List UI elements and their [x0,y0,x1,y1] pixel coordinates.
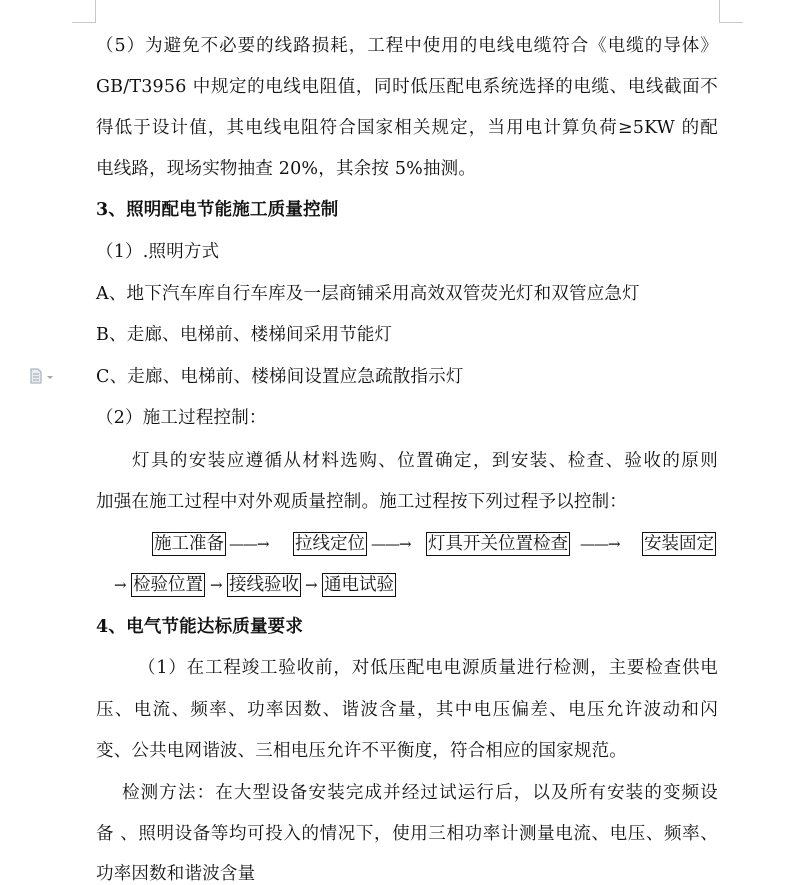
paragraph-5-line-2: GB/T3956 中规定的电线电阻值，同时低压配电系统选择的电缆、电线截面不 [96,77,718,97]
flow-arrow-5: → [210,576,222,594]
crop-mark-top-right-vertical [719,0,720,22]
flow-step-installation-fixing: 安装固定 [644,534,714,554]
document-paragraph-icon[interactable] [30,368,56,384]
process-paragraph-line-2: 加强在施工过程中对外观质量控制。施工过程按下列过程予以控制： [96,492,627,512]
method-paragraph-line-1: 检测方法：在大型设备安装完成并经过试运行后，以及所有安装的变频设 [122,783,718,803]
requirement-paragraph-line-2: 压、电流、频率、功率因数、谐波含量，其中电压偏差、电压允许波动和闪 [96,700,718,720]
list-item-b: B、走廊、电梯前、楼梯间采用节能灯 [96,325,393,345]
list-item-c: C、走廊、电梯前、楼梯间设置应急疏散指示灯 [96,367,464,387]
flow-step-preparation: 施工准备 [154,534,224,554]
paragraph-5-line-1: （5）为避免不必要的线路损耗，工程中使用的电线电缆符合《电缆的导体》 [96,36,718,56]
flow-arrow-6: → [305,576,317,594]
requirement-paragraph-line-3: 变、公共电网谐波、三相电压允许不平衡度，符合相应的国家规范。 [96,741,627,761]
flow-step-line-positioning: 拉线定位 [295,534,365,554]
flow-step-inspect-position: 检验位置 [133,575,203,595]
subsection-1-title: （1）.照明方式 [96,242,220,262]
crop-mark-top-left-horizontal [72,22,96,23]
flow-step-switch-position-check: 灯具开关位置检查 [428,534,568,554]
paragraph-5-line-4: 电线路，现场实物抽查 20%，其余按 5%抽测。 [96,159,477,179]
crop-mark-top-left-vertical [95,0,96,22]
list-item-a: A、地下汽车库自行车库及一层商铺采用高效双管荧光灯和双管应急灯 [96,284,640,304]
flow-arrow-3: ——→ [580,535,620,553]
flow-step-wiring-acceptance: 接线验收 [229,575,299,595]
requirement-paragraph-line-1: （1）在工程竣工验收前，对低压配电电源质量进行检测，主要检查供电 [138,658,718,678]
section-heading-3: 3、照明配电节能施工质量控制 [96,200,339,220]
paragraph-5-line-3: 得低于设计值，其电线电阻符合国家相关规定，当用电计算负荷≥5KW 的配 [96,118,718,138]
flow-step-power-on-test: 通电试验 [324,575,394,595]
process-paragraph-line-1: 灯具的安装应遵循从材料选购、位置确定，到安装、检查、验收的原则 [132,451,718,471]
crop-mark-top-right-horizontal [719,22,743,23]
section-heading-4: 4、电气节能达标质量要求 [96,617,304,637]
flow-arrow-1: ——→ [229,535,269,553]
flow-arrow-4: → [114,576,126,594]
flow-arrow-2: ——→ [371,535,411,553]
subsection-2-title: （2）施工过程控制： [96,408,267,428]
method-paragraph-line-2: 备 、照明设备等均可投入的情况下，使用三相功率计测量电流、电压、频率、 [96,824,718,844]
method-paragraph-line-3: 功率因数和谐波含量 [96,864,256,884]
